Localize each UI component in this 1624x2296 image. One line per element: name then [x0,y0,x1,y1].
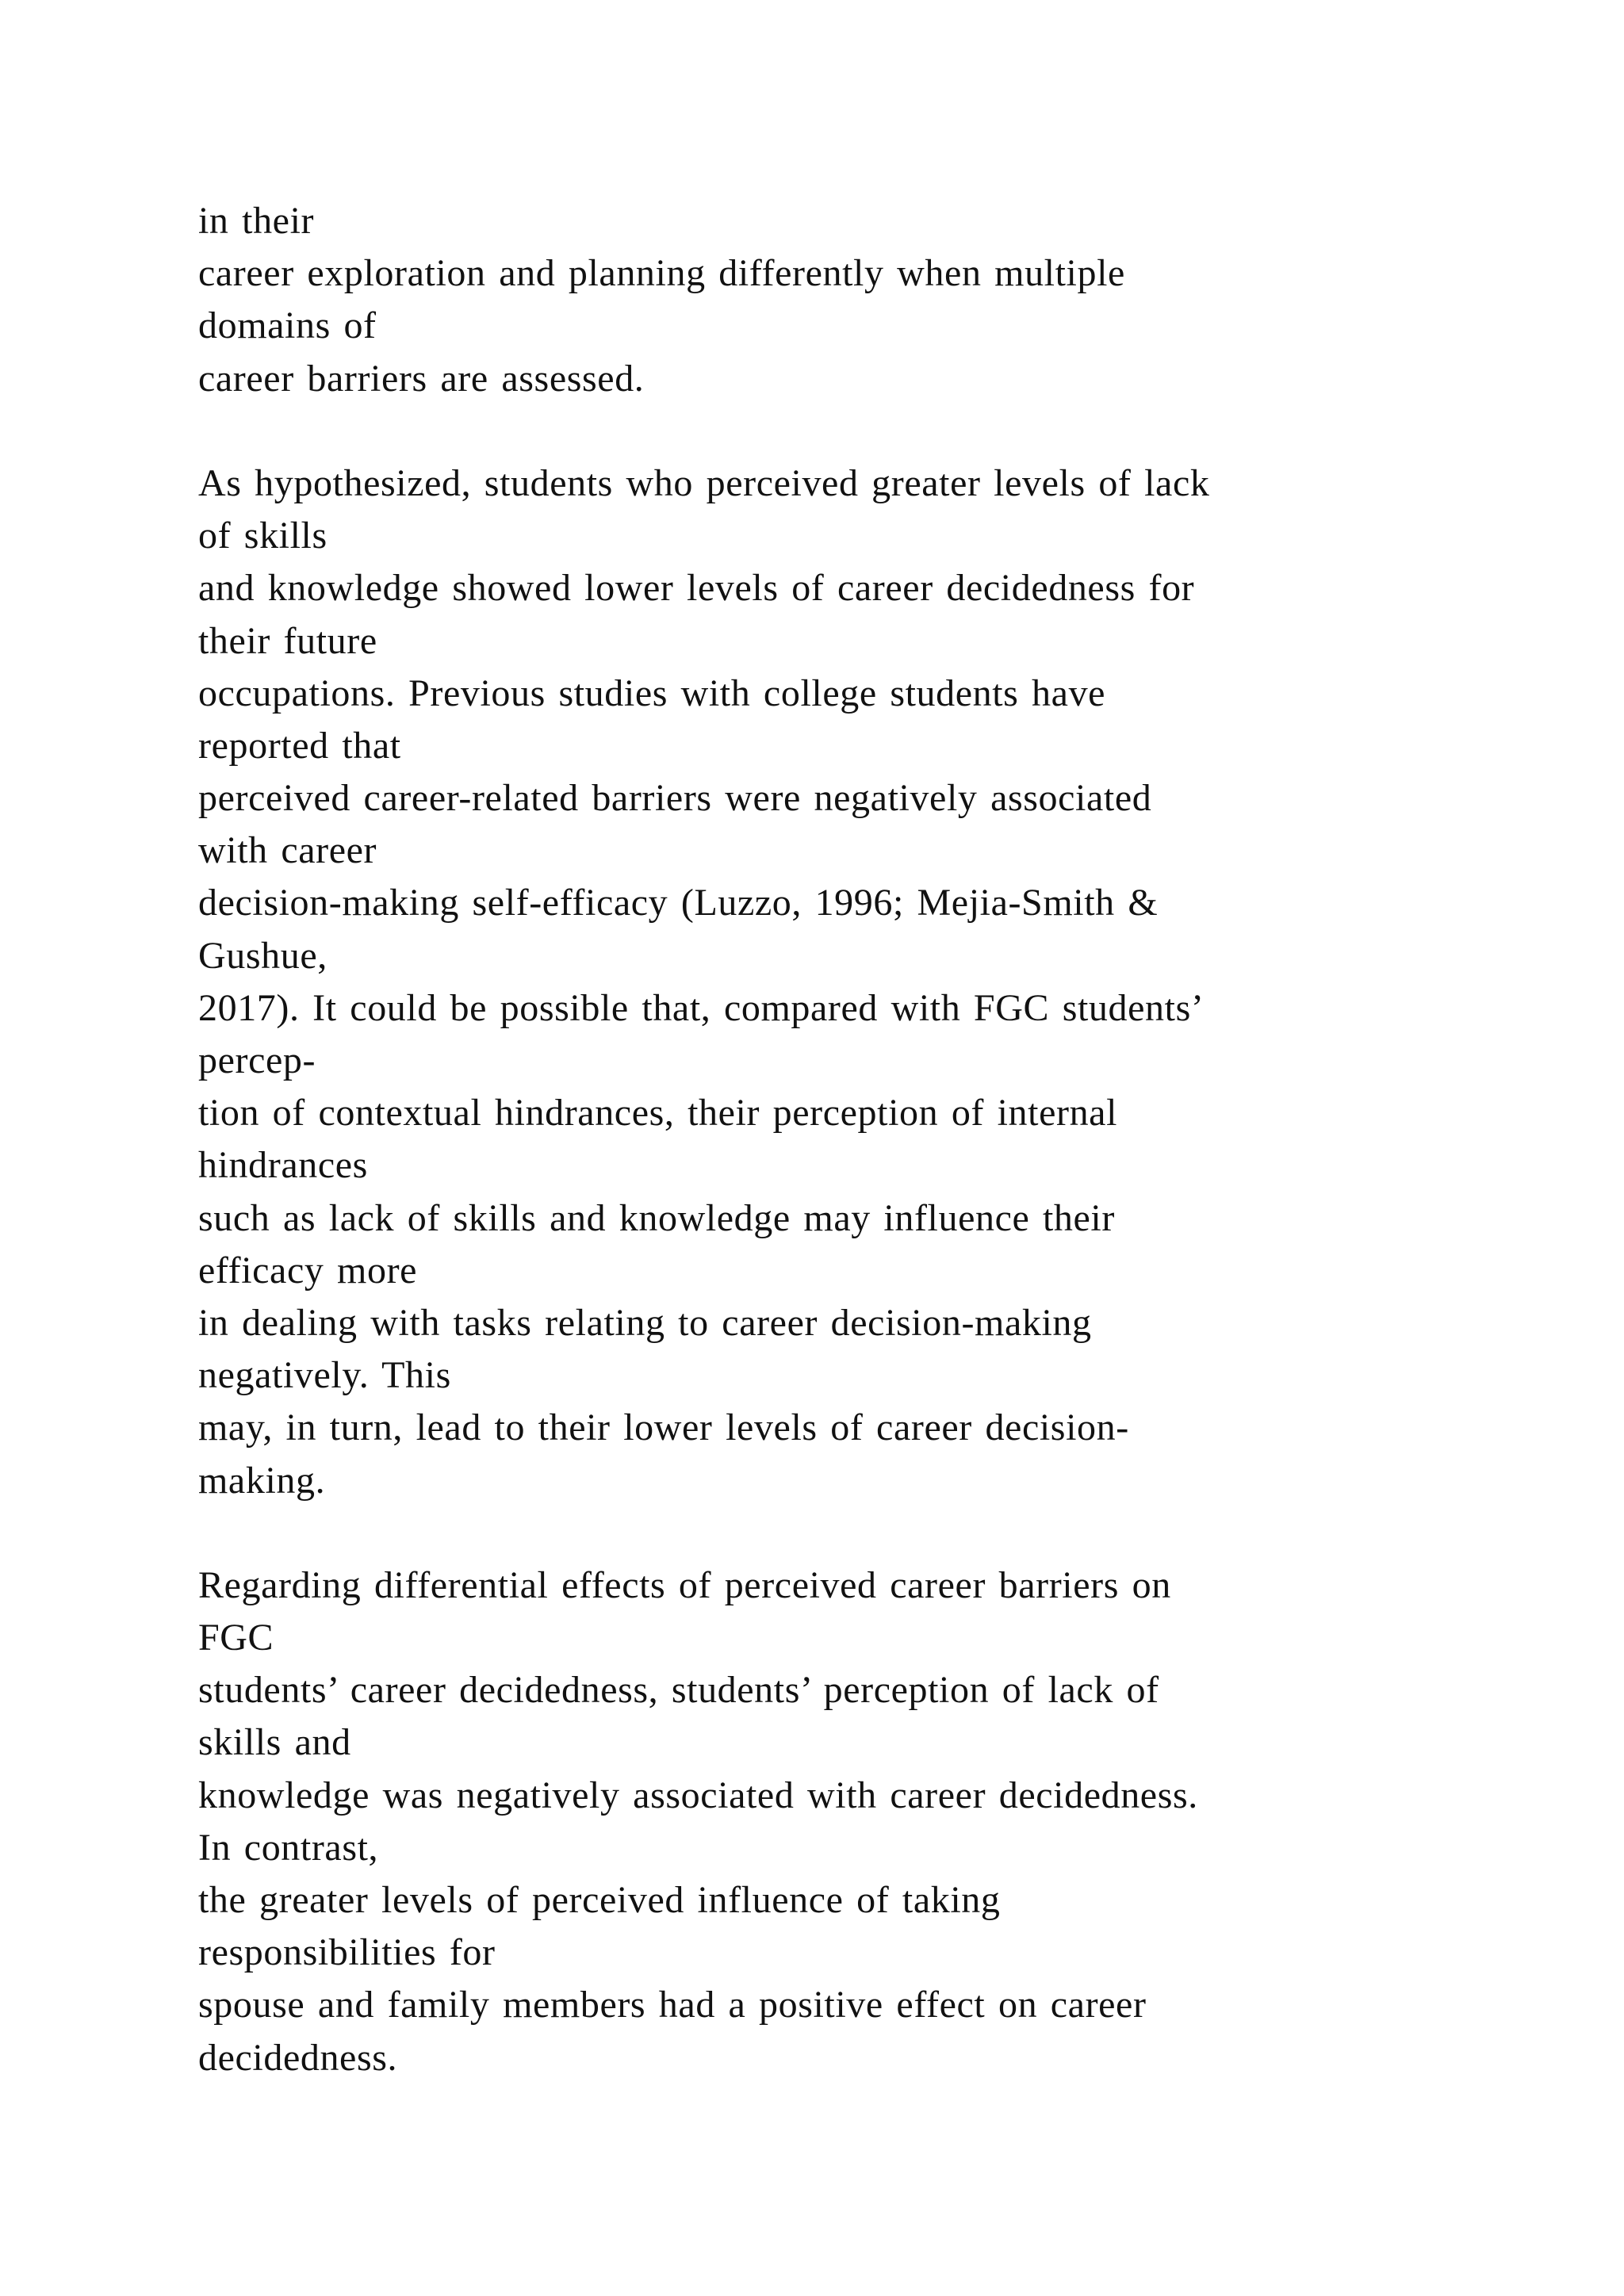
text-line: decidedness. [198,2036,398,2079]
text-line: negatively. This [198,1354,451,1397]
text-line: percep- [198,1039,316,1081]
paragraph-gap [198,1507,1546,1559]
paragraph-3 [198,1559,1546,2084]
text-line: Gushue, [198,934,327,977]
text-line: tion of contextual hindrances, their perception of internal [198,1092,1118,1135]
text-line: In contrast, [198,1826,379,1869]
text-line: As hypothesized, students who perceived greater levels of lack [198,461,1210,504]
text-line: and knowledge showed lower levels of career decidedness for [198,567,1195,610]
paragraph-1 [198,195,1546,405]
text-line: with career [198,829,377,872]
text-line: domains of [198,304,377,347]
paragraph-gap [198,405,1546,457]
text-line: in dealing with tasks relating to career decision-making [198,1301,1092,1344]
text-line: skills and [198,1721,351,1764]
text-line: such as lack of skills and knowledge may influence their [198,1196,1115,1239]
text-line: perceived career-related barriers were negatively associated [198,777,1152,820]
text-line: hindrances [198,1144,368,1187]
text-line: their future [198,619,377,662]
text-line: spouse and family members had a positive effect on career [198,1984,1147,2026]
text-line: efficacy more [198,1249,418,1292]
text-line: making. [198,1459,326,1502]
text-line: occupations. Previous studies with college students have [198,672,1106,714]
text-line: of skills [198,515,327,557]
text-line: career barriers are assessed. [198,357,645,400]
text-line: students’ career decidedness, students’ perception of lack of [198,1669,1159,1712]
text-line: 2017). It could be possible that, compared with FGC students’ [198,986,1205,1029]
text-line: career exploration and planning differently when multiple [198,252,1125,295]
text-line: in their [198,200,315,242]
text-line: the greater levels of perceived influence of taking [198,1879,1001,1921]
text-line: responsibilities for [198,1931,496,1974]
text-line: FGC [198,1617,274,1659]
text-line: decision-making self-efficacy (Luzzo, 1996; Mejia-Smith & [198,882,1159,924]
text-line: knowledge was negatively associated with career decidedness. [198,1774,1198,1816]
text-line: Regarding differential effects of perceived career barriers on [198,1563,1171,1606]
text-line: may, in turn, lead to their lower levels of career decision- [198,1406,1129,1449]
paragraph-2 [198,457,1546,1507]
text-line: reported that [198,724,401,767]
body-text [198,195,1546,2084]
